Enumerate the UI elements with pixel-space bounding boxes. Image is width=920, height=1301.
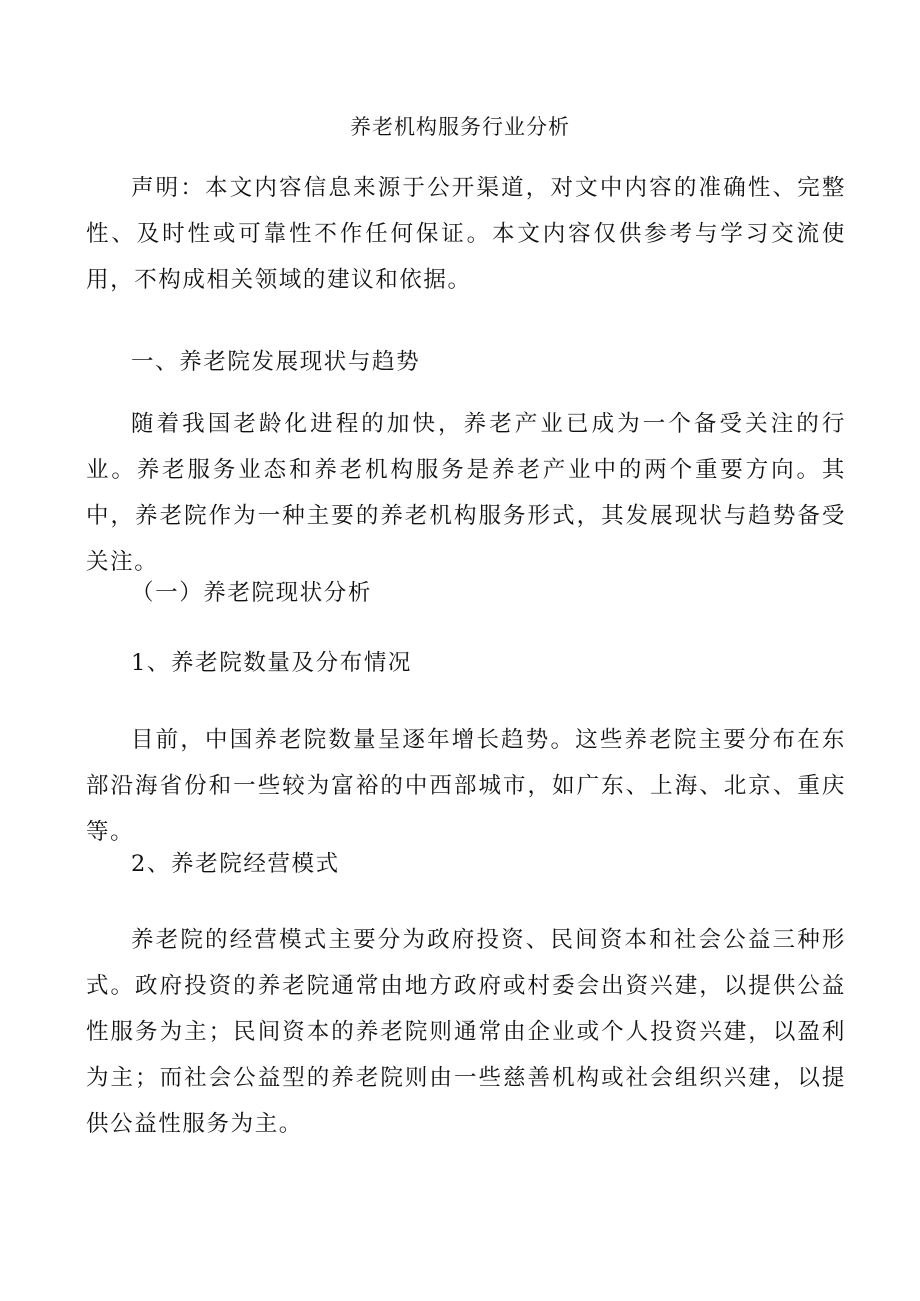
item-heading-distribution: 1、养老院数量及分布情况 xyxy=(131,650,413,676)
disclaimer-paragraph: 声明：本文内容信息来源于公开渠道，对文中内容的准确性、完整性、及时性或可靠性不作任何保证。本文内容仅供参考与学习交流使用，不构成相关领域的建议和依据。 xyxy=(86,175,846,293)
subsection-heading: （一）养老院现状分析 xyxy=(131,580,373,606)
item-paragraph-business-model: 养老院的经营模式主要分为政府投资、民间资本和社会公益三种形式。政府投资的养老院通常由地方政府或村委会出资兴建，以提供公益性服务为主；民间资本的养老院则通常由企业或个人投资兴建，以盈利为主；而社会公益型的养老院则由一些慈善机构或社会组织兴建，以提供公益性服务为主。 xyxy=(86,927,846,1137)
item-paragraph-distribution: 目前，中国养老院数量呈逐年增长趋势。这些养老院主要分布在东部沿海省份和一些较为富裕的中西部城市，如广东、上海、北京、重庆等。 xyxy=(86,727,846,845)
section-heading: 一、养老院发展现状与趋势 xyxy=(131,349,421,375)
document-title: 养老机构服务行业分析 xyxy=(350,115,570,139)
section-intro-paragraph: 随着我国老龄化进程的加快，养老产业已成为一个备受关注的行业。养老服务业态和养老机构服务是养老产业中的两个重要方向。其中，养老院作为一种主要的养老机构服务形式，其发展现状与趋势备受关注。 xyxy=(86,411,846,575)
item-heading-business-model: 2、养老院经营模式 xyxy=(131,851,340,877)
